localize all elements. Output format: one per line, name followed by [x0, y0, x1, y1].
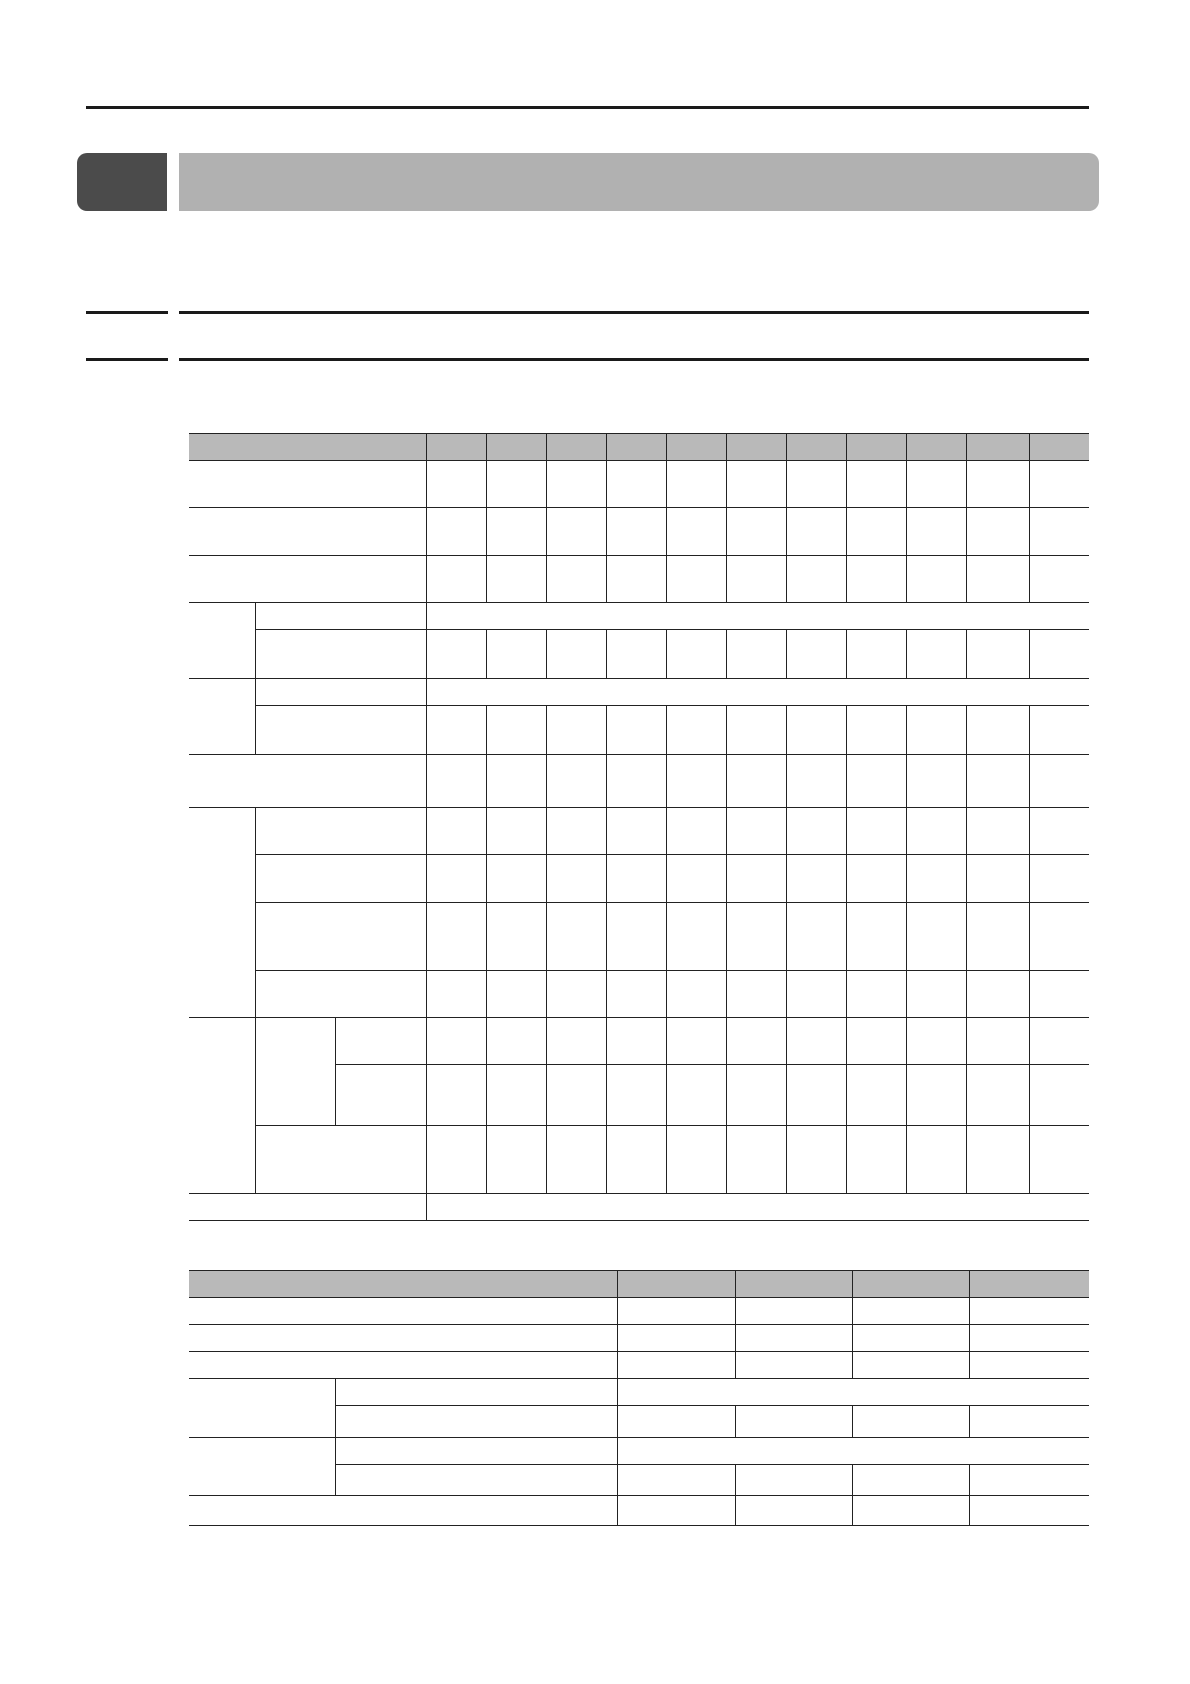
header-cell: [1029, 434, 1089, 461]
table-row: [189, 556, 1089, 603]
table-row: [189, 508, 1089, 556]
subgroup-label: [255, 1018, 335, 1126]
merged-value-cell: [617, 1438, 1089, 1465]
table-row: [189, 1438, 1089, 1465]
row-label: [255, 603, 426, 630]
row-label: [335, 1379, 617, 1406]
row-label: [255, 630, 426, 679]
header-cell: [606, 434, 666, 461]
group-label: [189, 603, 255, 679]
row-label: [189, 1352, 617, 1379]
row-label: [255, 855, 426, 903]
row-label: [189, 508, 426, 556]
header-cell: [906, 434, 966, 461]
header-cell: [966, 434, 1029, 461]
row-label: [335, 1065, 426, 1126]
header-cell: [617, 1271, 735, 1298]
header-cell: [546, 434, 606, 461]
row-label: [189, 461, 426, 508]
row-label: [335, 1438, 617, 1465]
row-label: [255, 808, 426, 855]
section-rule-top-right: [179, 311, 1089, 314]
specifications-table-2: [189, 1270, 1089, 1526]
table-row: [189, 971, 1089, 1018]
header-cell: [852, 1271, 969, 1298]
group-label: [189, 1379, 335, 1438]
row-label: [255, 971, 426, 1018]
header-cell: [726, 434, 786, 461]
group-label: [189, 1018, 255, 1194]
table-row: [189, 1352, 1089, 1379]
section-rule-top-left: [86, 311, 168, 314]
section-rule-bottom-right: [179, 358, 1089, 361]
header-cell: [735, 1271, 852, 1298]
row-label: [335, 1465, 617, 1496]
row-label: [189, 1496, 617, 1526]
group-label: [189, 808, 255, 1018]
table-row: [189, 1325, 1089, 1352]
table-row: [189, 1194, 1089, 1221]
header-rule: [86, 106, 1089, 109]
table-row: [189, 755, 1089, 808]
table-row: [189, 706, 1089, 755]
row-label: [255, 706, 426, 755]
table-row: [189, 1379, 1089, 1406]
header-cell: [486, 434, 546, 461]
row-label: [189, 755, 426, 808]
merged-value-cell: [426, 679, 1089, 706]
merged-value-cell: [426, 1194, 1089, 1221]
table-row: [189, 903, 1089, 971]
header-cell: [846, 434, 906, 461]
table-row: [189, 1496, 1089, 1526]
row-label: [189, 1325, 617, 1352]
merged-value-cell: [426, 603, 1089, 630]
table-header-row: [189, 1271, 1089, 1298]
group-label: [189, 1438, 335, 1496]
table-row: [189, 808, 1089, 855]
header-cell: [969, 1271, 1089, 1298]
row-label: [255, 679, 426, 706]
table-row: [189, 855, 1089, 903]
table-row: [189, 603, 1089, 630]
header-cell: [426, 434, 486, 461]
header-item-cell: [189, 1271, 617, 1298]
row-label: [189, 556, 426, 603]
header-cell: [666, 434, 726, 461]
header-item-cell: [189, 434, 426, 461]
header-cell: [786, 434, 846, 461]
table-row: [189, 1018, 1089, 1065]
table-header-row: [189, 434, 1089, 461]
row-label: [255, 1126, 426, 1194]
row-label: [189, 1194, 426, 1221]
chapter-title-bar: [179, 153, 1099, 211]
section-rule-bottom-left: [86, 358, 168, 361]
row-label: [189, 1298, 617, 1325]
group-label: [189, 679, 255, 755]
chapter-number-tab: [77, 153, 167, 211]
table-row: [189, 461, 1089, 508]
row-label: [255, 903, 426, 971]
table-row: [189, 1298, 1089, 1325]
table-row: [189, 630, 1089, 679]
table-row: [189, 1126, 1089, 1194]
row-label: [335, 1406, 617, 1438]
table-row: [189, 679, 1089, 706]
merged-value-cell: [617, 1379, 1089, 1406]
specifications-table-1: [189, 433, 1089, 1221]
row-label: [335, 1018, 426, 1065]
